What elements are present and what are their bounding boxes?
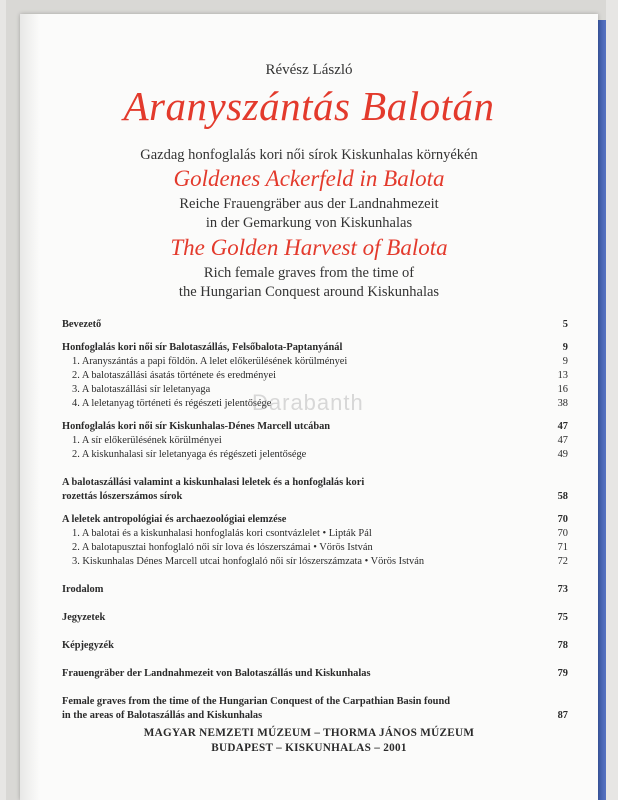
publisher-line: MAGYAR NEMZETI MÚZEUM – THORMA JÁNOS MÚZEUM (143, 727, 475, 739)
toc-entry-label: Frauengräber der Landnahmezeit von Balotaszállás und Kiskunhalas (62, 668, 371, 679)
page-gutter-shadow (20, 14, 40, 800)
toc-entry-label: Bevezető (62, 319, 102, 330)
subtitle-german (20, 195, 598, 233)
toc-entry-page: 9 (562, 356, 568, 367)
toc-entry-label: A leletek antropológiai és archaezoológiai elemzése (62, 514, 287, 525)
toc-entry-page: 75 (557, 612, 568, 623)
toc-entry-page: 38 (557, 398, 568, 409)
toc-entry (62, 527, 568, 541)
toc-entry-label: Irodalom (62, 584, 104, 595)
toc-entry-page: 72 (557, 556, 568, 567)
toc-entry-page: 47 (557, 435, 568, 446)
toc-entry-label: A balotaszállási valamint a kiskunhalasi leletek és a honfoglalás kori (62, 477, 365, 488)
toc-entry-label: Female graves from the time of the Hungarian Conquest of the Carpathian Basin found (62, 696, 451, 707)
toc-entry-page: 87 (557, 710, 568, 721)
toc-entry-page: 13 (557, 370, 568, 381)
toc-entry-label: 1. Aranyszántás a papi földön. A lelet előkerülésének körülményei (72, 356, 348, 367)
subtitle-english (20, 264, 598, 302)
subtitle-english-line-2: the Hungarian Conquest around Kiskunhalas (178, 284, 440, 300)
toc-entry-label: Honfoglalás kori női sír Kiskunhalas-Dénes Marcell utcában (62, 421, 331, 432)
toc-entry-page: 58 (557, 491, 568, 502)
toc-entry (62, 583, 568, 597)
title-english: The Golden Harvest of Balota (170, 235, 448, 260)
toc-entry-continued (62, 490, 568, 504)
title-hungarian: Aranyszántás Balotán (123, 83, 495, 129)
title-german: Goldenes Ackerfeld in Balota (173, 166, 445, 191)
toc-entry (62, 448, 568, 462)
toc-entry-label: 3. A balotaszállási sír leletanyaga (72, 384, 211, 395)
toc-entry-page: 78 (557, 640, 568, 651)
subtitle-german-line-2: in der Gemarkung von Kiskunhalas (205, 215, 413, 231)
toc-entry-page: 70 (557, 528, 568, 539)
toc-entry (62, 420, 568, 434)
toc-entry-page: 9 (562, 342, 568, 353)
toc-entry-label: 2. A balotapusztai honfoglaló női sír lova és lószerszámai • Vörös István (72, 542, 373, 553)
toc-entry-page: 73 (557, 584, 568, 595)
toc-entry-label: Honfoglalás kori női sír Balotaszállás, Felsőbalota-Paptanyánál (62, 342, 343, 353)
toc-entry (62, 611, 568, 625)
author-name: Révész László (265, 62, 353, 78)
toc-entry-label: 2. A balotaszállási ásatás története és eredményei (72, 370, 276, 381)
toc-entry-label-line-2: rozettás lószerszámos sírok (62, 491, 183, 502)
toc-entry-page: 16 (557, 384, 568, 395)
watermark: Darabanth (252, 390, 364, 415)
toc-entry (62, 369, 568, 383)
toc-entry (62, 476, 568, 490)
toc-entry-page: 79 (557, 668, 568, 679)
toc-entry (62, 355, 568, 369)
book-page (20, 14, 598, 800)
subtitle-german-line-1: Reiche Frauengräber aus der Landnahmezeit (179, 196, 439, 212)
toc-entry (62, 434, 568, 448)
table-of-contents (62, 318, 568, 723)
toc-entry-label: 4. A leletanyag történeti és régészeti jelentősége (72, 398, 272, 409)
toc-entry-page: 47 (557, 421, 568, 432)
toc-entry (62, 341, 568, 355)
subtitle-english-line-1: Rich female graves from the time of (203, 265, 415, 281)
toc-entry (62, 513, 568, 527)
toc-entry-label: 2. A kiskunhalasi sír leletanyaga és régészeti jelentősége (72, 449, 307, 460)
toc-entry-page: 71 (557, 542, 568, 553)
toc-entry-page: 49 (557, 449, 568, 460)
toc-entry (62, 541, 568, 555)
toc-entry (62, 667, 568, 681)
toc-entry-page: 70 (557, 514, 568, 525)
toc-entry (62, 639, 568, 653)
imprint-line: BUDAPEST – KISKUNHALAS – 2001 (211, 742, 407, 754)
toc-entry (62, 318, 568, 332)
toc-entry-page: 5 (562, 319, 568, 330)
subtitle-hungarian: Gazdag honfoglalás kori női sírok Kiskunhalas környékén (140, 147, 478, 163)
toc-entry (62, 695, 568, 709)
toc-entry (62, 555, 568, 569)
toc-entry-continued (62, 709, 568, 723)
toc-entry-label: 1. A sír előkerülésének körülményei (72, 435, 222, 446)
toc-entry-label: Képjegyzék (62, 640, 114, 651)
toc-entry-label: 3. Kiskunhalas Dénes Marcell utcai honfoglaló női sír lószerszámzata • Vörös István (72, 556, 425, 567)
toc-entry-label: Jegyzetek (62, 612, 106, 623)
toc-entry-label: 1. A balotai és a kiskunhalasi honfoglalás kori csontvázlelet • Lipták Pál (72, 528, 372, 539)
toc-entry-label-line-2: in the areas of Balotaszállás and Kiskunhalas (62, 710, 263, 721)
